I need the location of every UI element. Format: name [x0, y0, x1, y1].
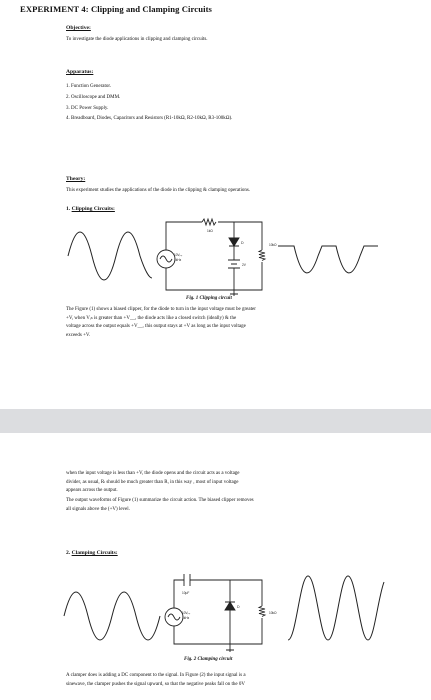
- theory-text: This experiment studies the applications of the diode in the clipping & clamping operations.: [66, 188, 251, 193]
- text-line: The output waveforms of Figure (1) summarize the circuit action. The biased clipper removes: [66, 498, 254, 503]
- text-line: appears across the output.: [66, 488, 118, 494]
- input-waveform: [68, 232, 152, 280]
- battery: [228, 260, 240, 268]
- text-line: divider, as usual, Rₗ should be much greater than R, in this way , most of input voltage: [66, 479, 239, 485]
- text-line: all signals above the (+V) level.: [66, 506, 130, 512]
- diode-label: D: [237, 605, 240, 609]
- clipping-heading-label: Clipping Circuits:: [71, 206, 115, 212]
- page-separator: [0, 409, 431, 433]
- ground-icon: [226, 644, 234, 652]
- battery-label: 2V: [242, 263, 246, 267]
- clamping-heading-number: 2.: [66, 550, 71, 556]
- clamping-heading-label: Clamping Circuits:: [71, 550, 118, 556]
- diode: [229, 238, 239, 246]
- clamping-figure: [62, 568, 392, 654]
- input-waveform: [64, 592, 160, 640]
- clipping-heading: [66, 206, 115, 212]
- clamping-heading: [66, 550, 118, 556]
- resistor-load: [259, 250, 265, 261]
- theory-heading: Theory:: [66, 176, 86, 182]
- output-waveform: [278, 246, 378, 273]
- page2-paragraph-1: [66, 470, 366, 496]
- page-title: EXPERIMENT 4: Clipping and Clamping Circuits: [20, 4, 212, 14]
- text-line: A clamper does is adding a DC component to the signal. In Figure (2) the input signal is a: [66, 673, 246, 678]
- source-label-2: 1kHz: [174, 258, 182, 262]
- clamping-paragraph: [66, 672, 366, 689]
- source-label-1: 10Vₚₚ: [182, 611, 191, 615]
- page2-paragraph-2: [66, 497, 366, 514]
- list-item: 1. Function Generator.: [66, 84, 111, 89]
- list-item: 2. Oscilloscope and DMM.: [66, 94, 121, 100]
- text-line: voltage across the output equals +V__, this output stays at +V as long as the input voltage: [66, 324, 246, 330]
- text-line: sinewave, the clamper pushes the signal upward, so that the negative peaks fall on the 0V: [66, 681, 245, 687]
- apparatus-list: [66, 82, 232, 125]
- list-item: 3. DC Power Supply.: [66, 105, 109, 111]
- diode: [225, 602, 235, 610]
- fig1-caption: Fig. 1 Clipping circuit: [186, 296, 232, 301]
- capacitor: [184, 574, 190, 586]
- objective-heading: Objective:: [66, 25, 91, 31]
- clipping-figure: [66, 216, 386, 296]
- cap-label: 10μF: [182, 591, 190, 595]
- diode-label: D: [241, 241, 244, 245]
- list-item: 4. Breadboard, Diodes, Capacitors and Resistors (R1-10kΩ, R2-10kΩ, R3-100kΩ).: [66, 116, 233, 122]
- resistor-load: [259, 606, 265, 617]
- text-line: The Figure (1) shows a biased clipper, for the diode to turn in the input voltage must be greater: [66, 307, 256, 312]
- clipping-heading-number: 1.: [66, 206, 71, 212]
- source-label-2: 1kHz: [182, 616, 190, 620]
- source-label-1: 10Vₚₚ: [174, 253, 183, 257]
- text-line: when the input voltage is less than +V, the diode opens and the circuit acts as a voltage: [66, 471, 240, 476]
- load-label: 10kΩ: [269, 243, 277, 247]
- resistor-r1: [202, 219, 216, 225]
- text-line: exceeds +V.: [66, 332, 91, 338]
- objective-text: To investigate the diode applications in clipping and clamping circuits.: [66, 37, 208, 42]
- text-line: +V, when Vᵢₙ is greater than +V__, the diode acts like a closed switch (ideally) & the: [66, 315, 237, 321]
- output-waveform: [288, 576, 384, 640]
- fig2-caption: Fig. 2 Clamping circuit: [184, 657, 233, 662]
- clipping-paragraph: [66, 306, 366, 340]
- apparatus-heading: Apparatus:: [66, 69, 94, 75]
- resistor-label: 1kΩ: [207, 229, 213, 233]
- load-label: 10kΩ: [269, 611, 277, 615]
